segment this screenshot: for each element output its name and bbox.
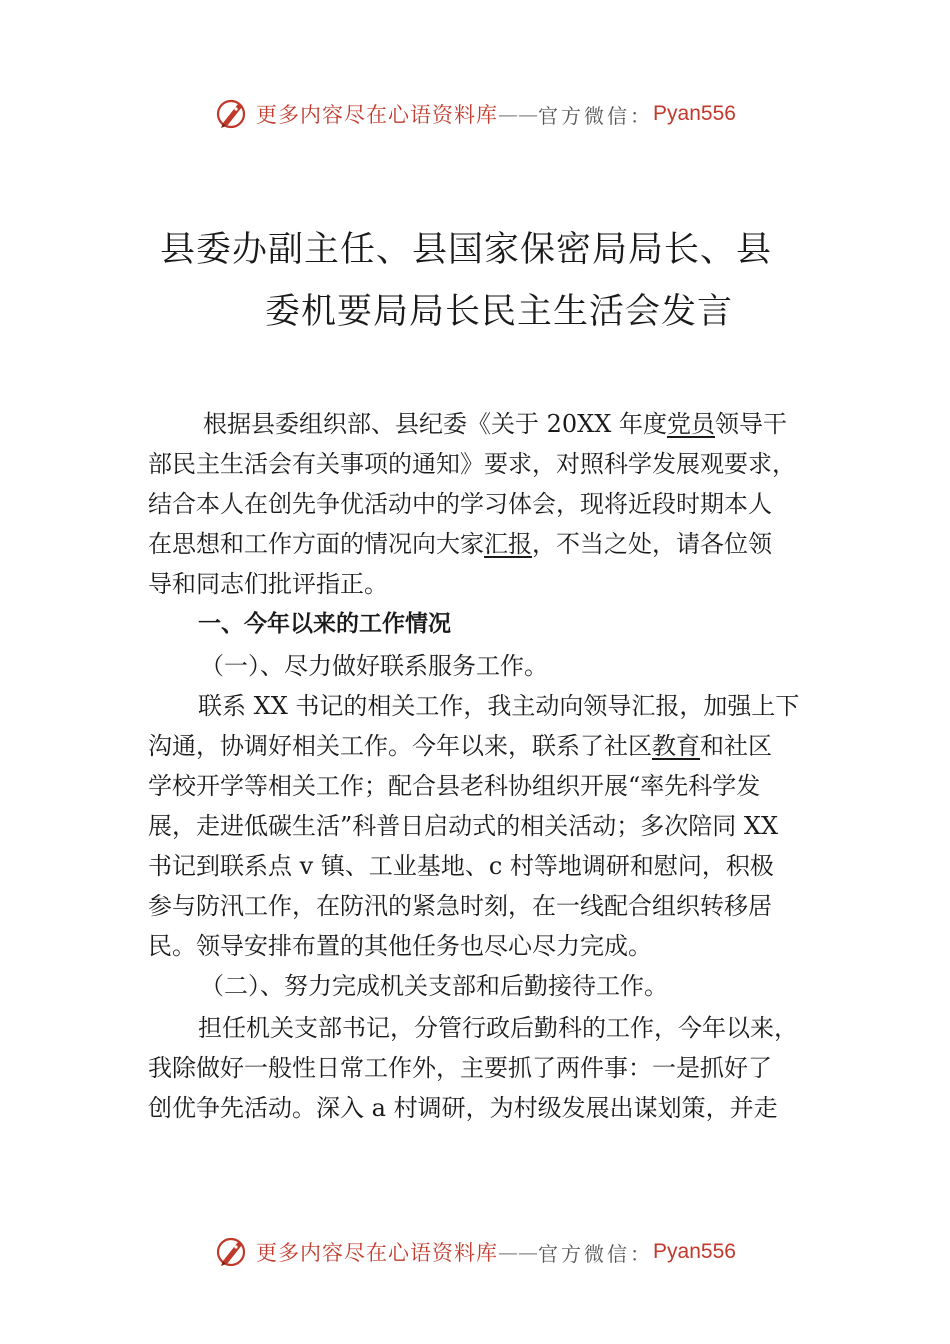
text-line: 部民主生活会有关事项的通知》要求，对照科学发展观要求，	[148, 450, 796, 478]
paragraph-intro	[148, 404, 813, 604]
banner-wechat-label: 官方微信：	[538, 103, 654, 128]
document-title-line-2: 委机要局局长民主生活会发言	[265, 292, 734, 332]
subsection-heading: （一）、尽力做好联系服务工作。	[200, 652, 548, 680]
link-education[interactable]: 教育	[652, 732, 700, 760]
text-span: 领导干	[714, 410, 787, 438]
text-line	[148, 524, 813, 564]
banner-wechat-id: Pyan556	[653, 1240, 736, 1263]
section-heading: 一、今年以来的工作情况	[198, 611, 451, 637]
banner-separator: ——	[498, 102, 539, 126]
banner-text: 更多内容尽在心语资料库	[256, 103, 499, 127]
text-line: 导和同志们批评指正。	[148, 570, 388, 598]
header-banner	[0, 94, 950, 134]
link-report[interactable]: 汇报	[484, 530, 532, 558]
paragraph-branch-work	[148, 1008, 813, 1128]
pen-nib-logo-icon	[214, 1234, 250, 1270]
text-line: 展，走进低碳生活”科普日启动式的相关活动；多次陪同 XX	[148, 812, 779, 840]
banner-text: 更多内容尽在心语资料库	[256, 1241, 499, 1265]
banner-wechat-id: Pyan556	[653, 102, 736, 125]
banner-wechat-label: 官方微信：	[538, 1241, 654, 1266]
banner-separator: ——	[498, 1240, 539, 1264]
document-title-line-1: 县委办副主任、县国家保密局局长、县	[160, 230, 773, 270]
text-line: 我除做好一般性日常工作外，主要抓了两件事：一是抓好了	[148, 1054, 772, 1082]
text-span: 沟通，协调好相关工作。今年以来，联系了社区	[148, 732, 652, 760]
text-line: 参与防汛工作，在防汛的紧急时刻，在一线配合组织转移居	[148, 892, 772, 920]
paragraph-liaison	[148, 686, 813, 966]
text-line: 担任机关支部书记，分管行政后勤科的工作，今年以来，	[198, 1014, 798, 1042]
text-line: 创优争先活动。深入 a 村调研，为村级发展出谋划策，并走	[148, 1094, 778, 1122]
link-party-member[interactable]: 党员	[666, 410, 715, 438]
subsection-heading: （二）、努力完成机关支部和后勤接待工作。	[200, 972, 668, 1000]
text-line	[148, 404, 813, 444]
text-line: 联系 XX 书记的相关工作，我主动向领导汇报，加强上下	[198, 692, 800, 720]
text-line: 结合本人在创先争优活动中的学习体会，现将近段时期本人	[148, 490, 772, 518]
text-span: 在思想和工作方面的情况向大家	[148, 530, 484, 558]
pen-nib-logo-icon	[214, 96, 250, 132]
text-line: 学校开学等相关工作；配合县老科协组织开展“率先科学发	[148, 772, 761, 800]
text-span: ，不当之处，请各位领	[532, 530, 772, 558]
footer-banner	[0, 1232, 950, 1272]
text-line	[148, 726, 813, 766]
text-line: 民。领导安排布置的其他任务也尽心尽力完成。	[148, 932, 652, 960]
text-span: 根据县委组织部、县纪委《关于 20XX 年度	[203, 410, 667, 438]
text-line: 书记到联系点 v 镇、工业基地、c 村等地调研和慰问，积极	[148, 852, 774, 880]
text-span: 和社区	[700, 732, 772, 760]
